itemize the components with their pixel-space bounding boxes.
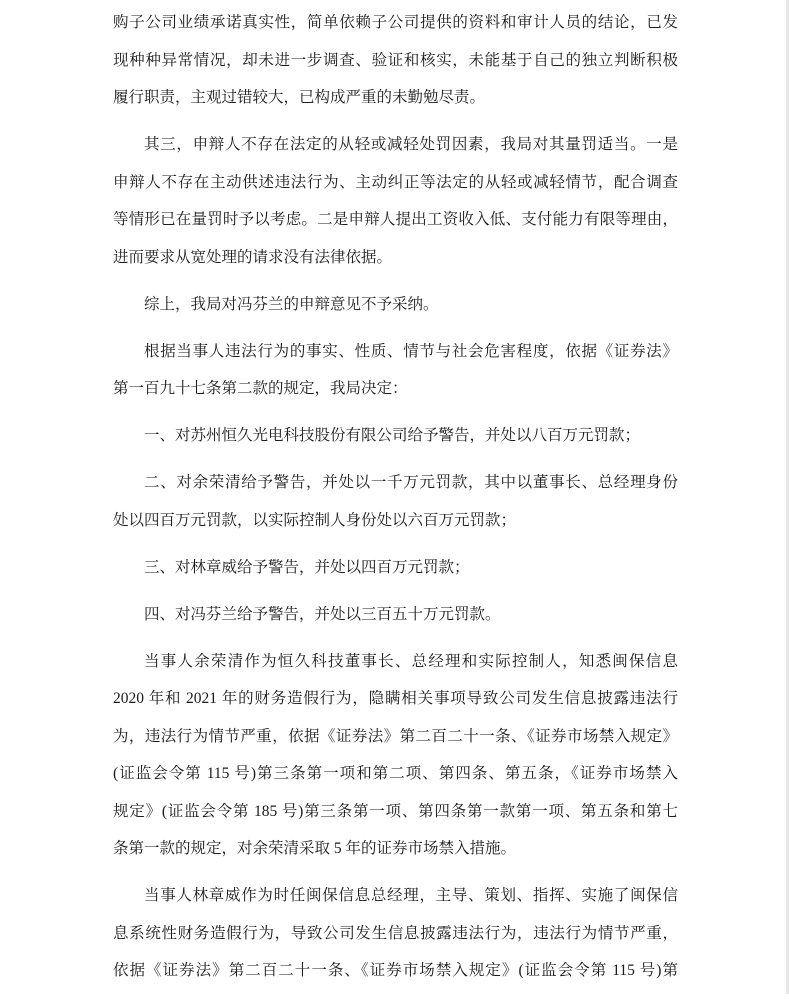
text-line: (证监会令第 115 号)第三条第一项和第二项、第四条、第五条，《证券市场禁入 <box>113 765 678 782</box>
text-line: 息系统性财务造假行为，导致公司发生信息披露违法行为，违法行为情节严重， <box>113 924 678 942</box>
text-line: 三、对林章威给予警告，并处以四百万元罚款； <box>144 558 470 576</box>
paragraph <box>113 643 678 868</box>
paragraph <box>113 549 678 587</box>
paragraph <box>113 596 678 634</box>
text-line: 进而要求从宽处理的请求没有法律依据。 <box>113 248 393 266</box>
document-body <box>113 4 678 999</box>
text-line: 根据当事人违法行为的事实、性质、情节与社会危害程度，依据《证券法》 <box>144 342 678 360</box>
text-line: 履行职责，主观过错较大，已构成严重的未勤勉尽责。 <box>113 89 486 106</box>
paragraph <box>113 4 678 117</box>
paragraph <box>113 286 678 324</box>
text-line: 四、对冯芬兰给予警告，并处以三百五十万元罚款。 <box>144 605 501 623</box>
text-line: 条第一款的规定，对余荣清采取 5 年的证券市场禁入措施。 <box>113 840 517 857</box>
text-line: 当事人林章威作为时任闽保信息总经理，主导、策划、指挥、实施了闽保信 <box>144 887 678 904</box>
text-line: 二、对余荣清给予警告，并处以一千万元罚款，其中以董事长、总经理身份 <box>144 474 678 491</box>
text-line: 其三，申辩人不存在法定的从轻或减轻处罚因素，我局对其量罚适当。一是 <box>144 136 678 153</box>
text-line: 当事人余荣清作为恒久科技董事长、总经理和实际控制人，知悉闽保信息 <box>144 652 678 670</box>
text-line: 为，违法行为情节严重，依据《证券法》第二百二十一条、《证券市场禁入规定》 <box>113 727 678 745</box>
text-line: 依据《证券法》第二百二十一条、《证券市场禁入规定》(证监会令第 115 号)第 <box>113 962 678 979</box>
text-line: 现种种异常情况，却未进一步调查、验证和核实，未能基于自己的独立判断积极 <box>113 51 678 69</box>
paragraph <box>113 877 678 990</box>
text-line: 规定》(证监会令第 185 号)第三条第一项、第四条第一款第一项、第五条和第七 <box>113 802 678 820</box>
text-line: 申辩人不存在主动供述违法行为、主动纠正等法定的从轻或减轻情节，配合调查 <box>113 173 678 191</box>
paragraph <box>113 417 678 455</box>
text-line: 一、对苏州恒久光电科技股份有限公司给予警告，并处以八百万元罚款； <box>144 427 641 444</box>
paragraph <box>113 126 678 276</box>
text-line: 第一百九十七条第二款的规定，我局决定： <box>113 380 408 397</box>
paragraph <box>113 333 678 408</box>
text-line: 等情形已在量罚时予以考虑。二是申辩人提出工资收入低、支付能力有限等理由， <box>113 211 678 228</box>
text-line: 综上，我局对冯芬兰的申辩意见不予采纳。 <box>144 295 439 313</box>
paragraph <box>113 464 678 539</box>
text-line: 购子公司业绩承诺真实性，简单依赖子公司提供的资料和审计人员的结论，已发 <box>113 14 678 31</box>
text-line: 处以四百万元罚款，以实际控制人身份处以六百万元罚款； <box>113 511 517 529</box>
text-line: 2020 年和 2021 年的财务造假行为，隐瞒相关事项导致公司发生信息披露违法行 <box>113 690 678 707</box>
